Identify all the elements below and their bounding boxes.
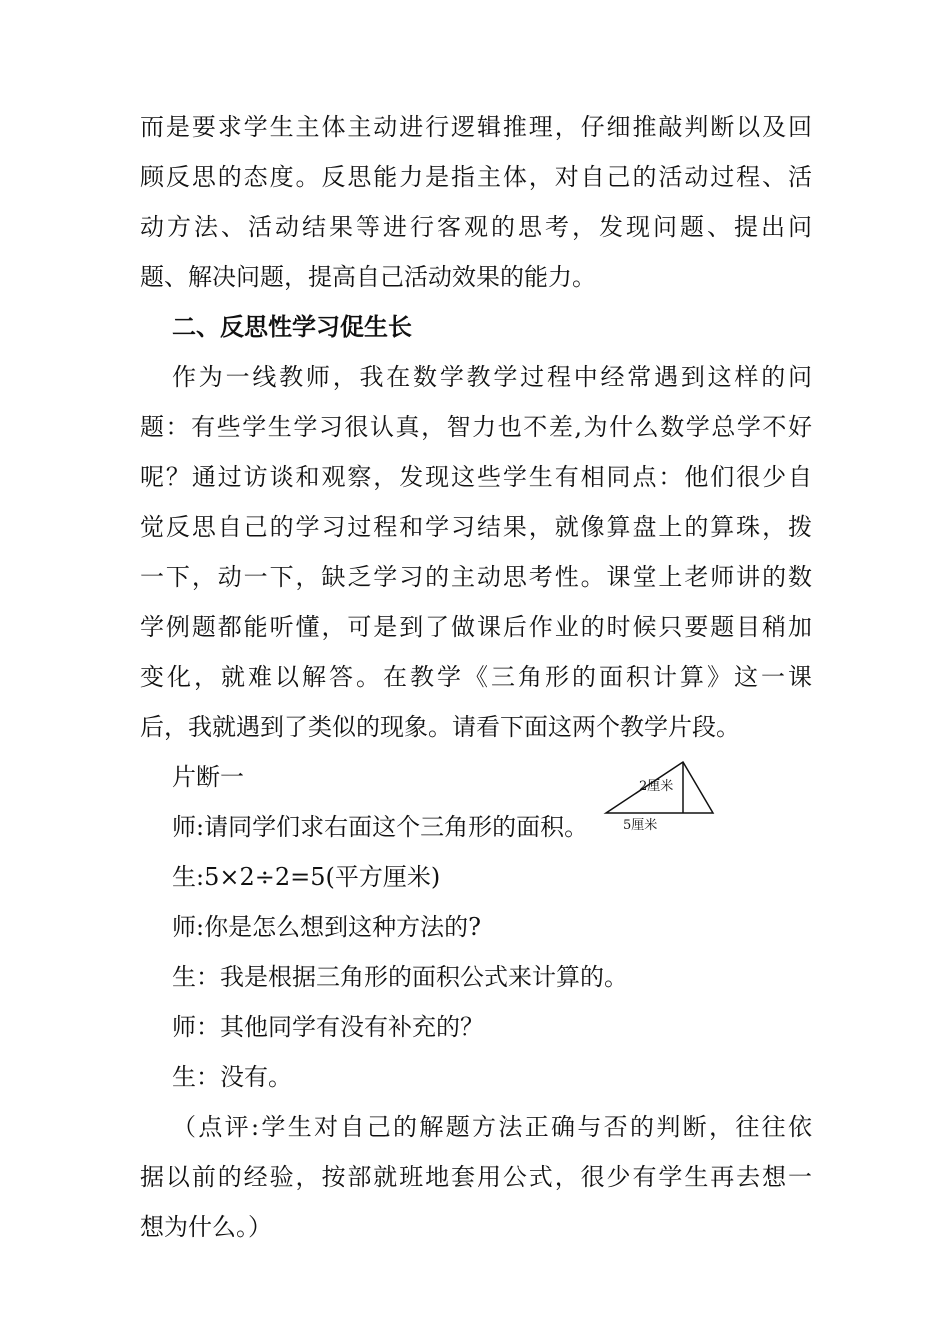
triangle-figure — [603, 758, 715, 838]
paragraph-line: 变化，就难以解答。在教学《三角形的面积计算》这一课 — [140, 663, 812, 691]
dialogue-line: 生：我是根据三角形的面积公式来计算的。 — [172, 963, 628, 991]
paragraph-line: 后，我就遇到了类似的现象。请看下面这两个教学片段。 — [140, 713, 740, 741]
triangle-height-label: 2厘米 — [639, 779, 674, 794]
paragraph-line: 而是要求学生主体主动进行逻辑推理，仔细推敲判断以及回 — [140, 113, 812, 141]
paragraph-line: 觉反思自己的学习过程和学习结果，就像算盘上的算珠，拨 — [140, 513, 812, 541]
triangle-diagram — [603, 758, 715, 838]
paragraph-line: 作为一线教师，我在数学教学过程中经常遇到这样的问 — [172, 363, 812, 391]
paragraph-line: 学例题都能听懂，可是到了做课后作业的时候只要题目稍加 — [140, 613, 812, 641]
dialogue-line: 师:请同学们求右面这个三角形的面积。 — [172, 813, 589, 841]
dialogue-line: 生:5×2÷2=5(平方厘米) — [172, 863, 441, 891]
paragraph-line: 题：有些学生学习很认真，智力也不差,为什么数学总学不好 — [140, 413, 812, 441]
paragraph-line: 一下，动一下，缺乏学习的主动思考性。课堂上老师讲的数 — [140, 563, 812, 591]
comment-line: （点评:学生对自己的解题方法正确与否的判断，往往依 — [172, 1113, 812, 1141]
comment-line: 据以前的经验，按部就班地套用公式，很少有学生再去想一 — [140, 1163, 812, 1191]
comment-line: 想为什么。） — [140, 1213, 272, 1241]
fragment-title: 片断一 — [172, 763, 244, 791]
paragraph-line: 动方法、活动结果等进行客观的思考，发现问题、提出问 — [140, 213, 812, 241]
dialogue-line: 师:你是怎么想到这种方法的? — [172, 913, 481, 941]
section-heading: 二、反思性学习促生长 — [172, 313, 412, 341]
dialogue-line: 生：没有。 — [172, 1063, 292, 1091]
triangle-base-label: 5厘米 — [623, 818, 658, 833]
paragraph-line: 呢？通过访谈和观察，发现这些学生有相同点：他们很少自 — [140, 463, 812, 491]
paragraph-line: 顾反思的态度。反思能力是指主体，对自己的活动过程、活 — [140, 163, 812, 191]
paragraph-line: 题、解决问题，提高自己活动效果的能力。 — [140, 263, 596, 291]
dialogue-line: 师：其他同学有没有补充的？ — [172, 1013, 484, 1041]
